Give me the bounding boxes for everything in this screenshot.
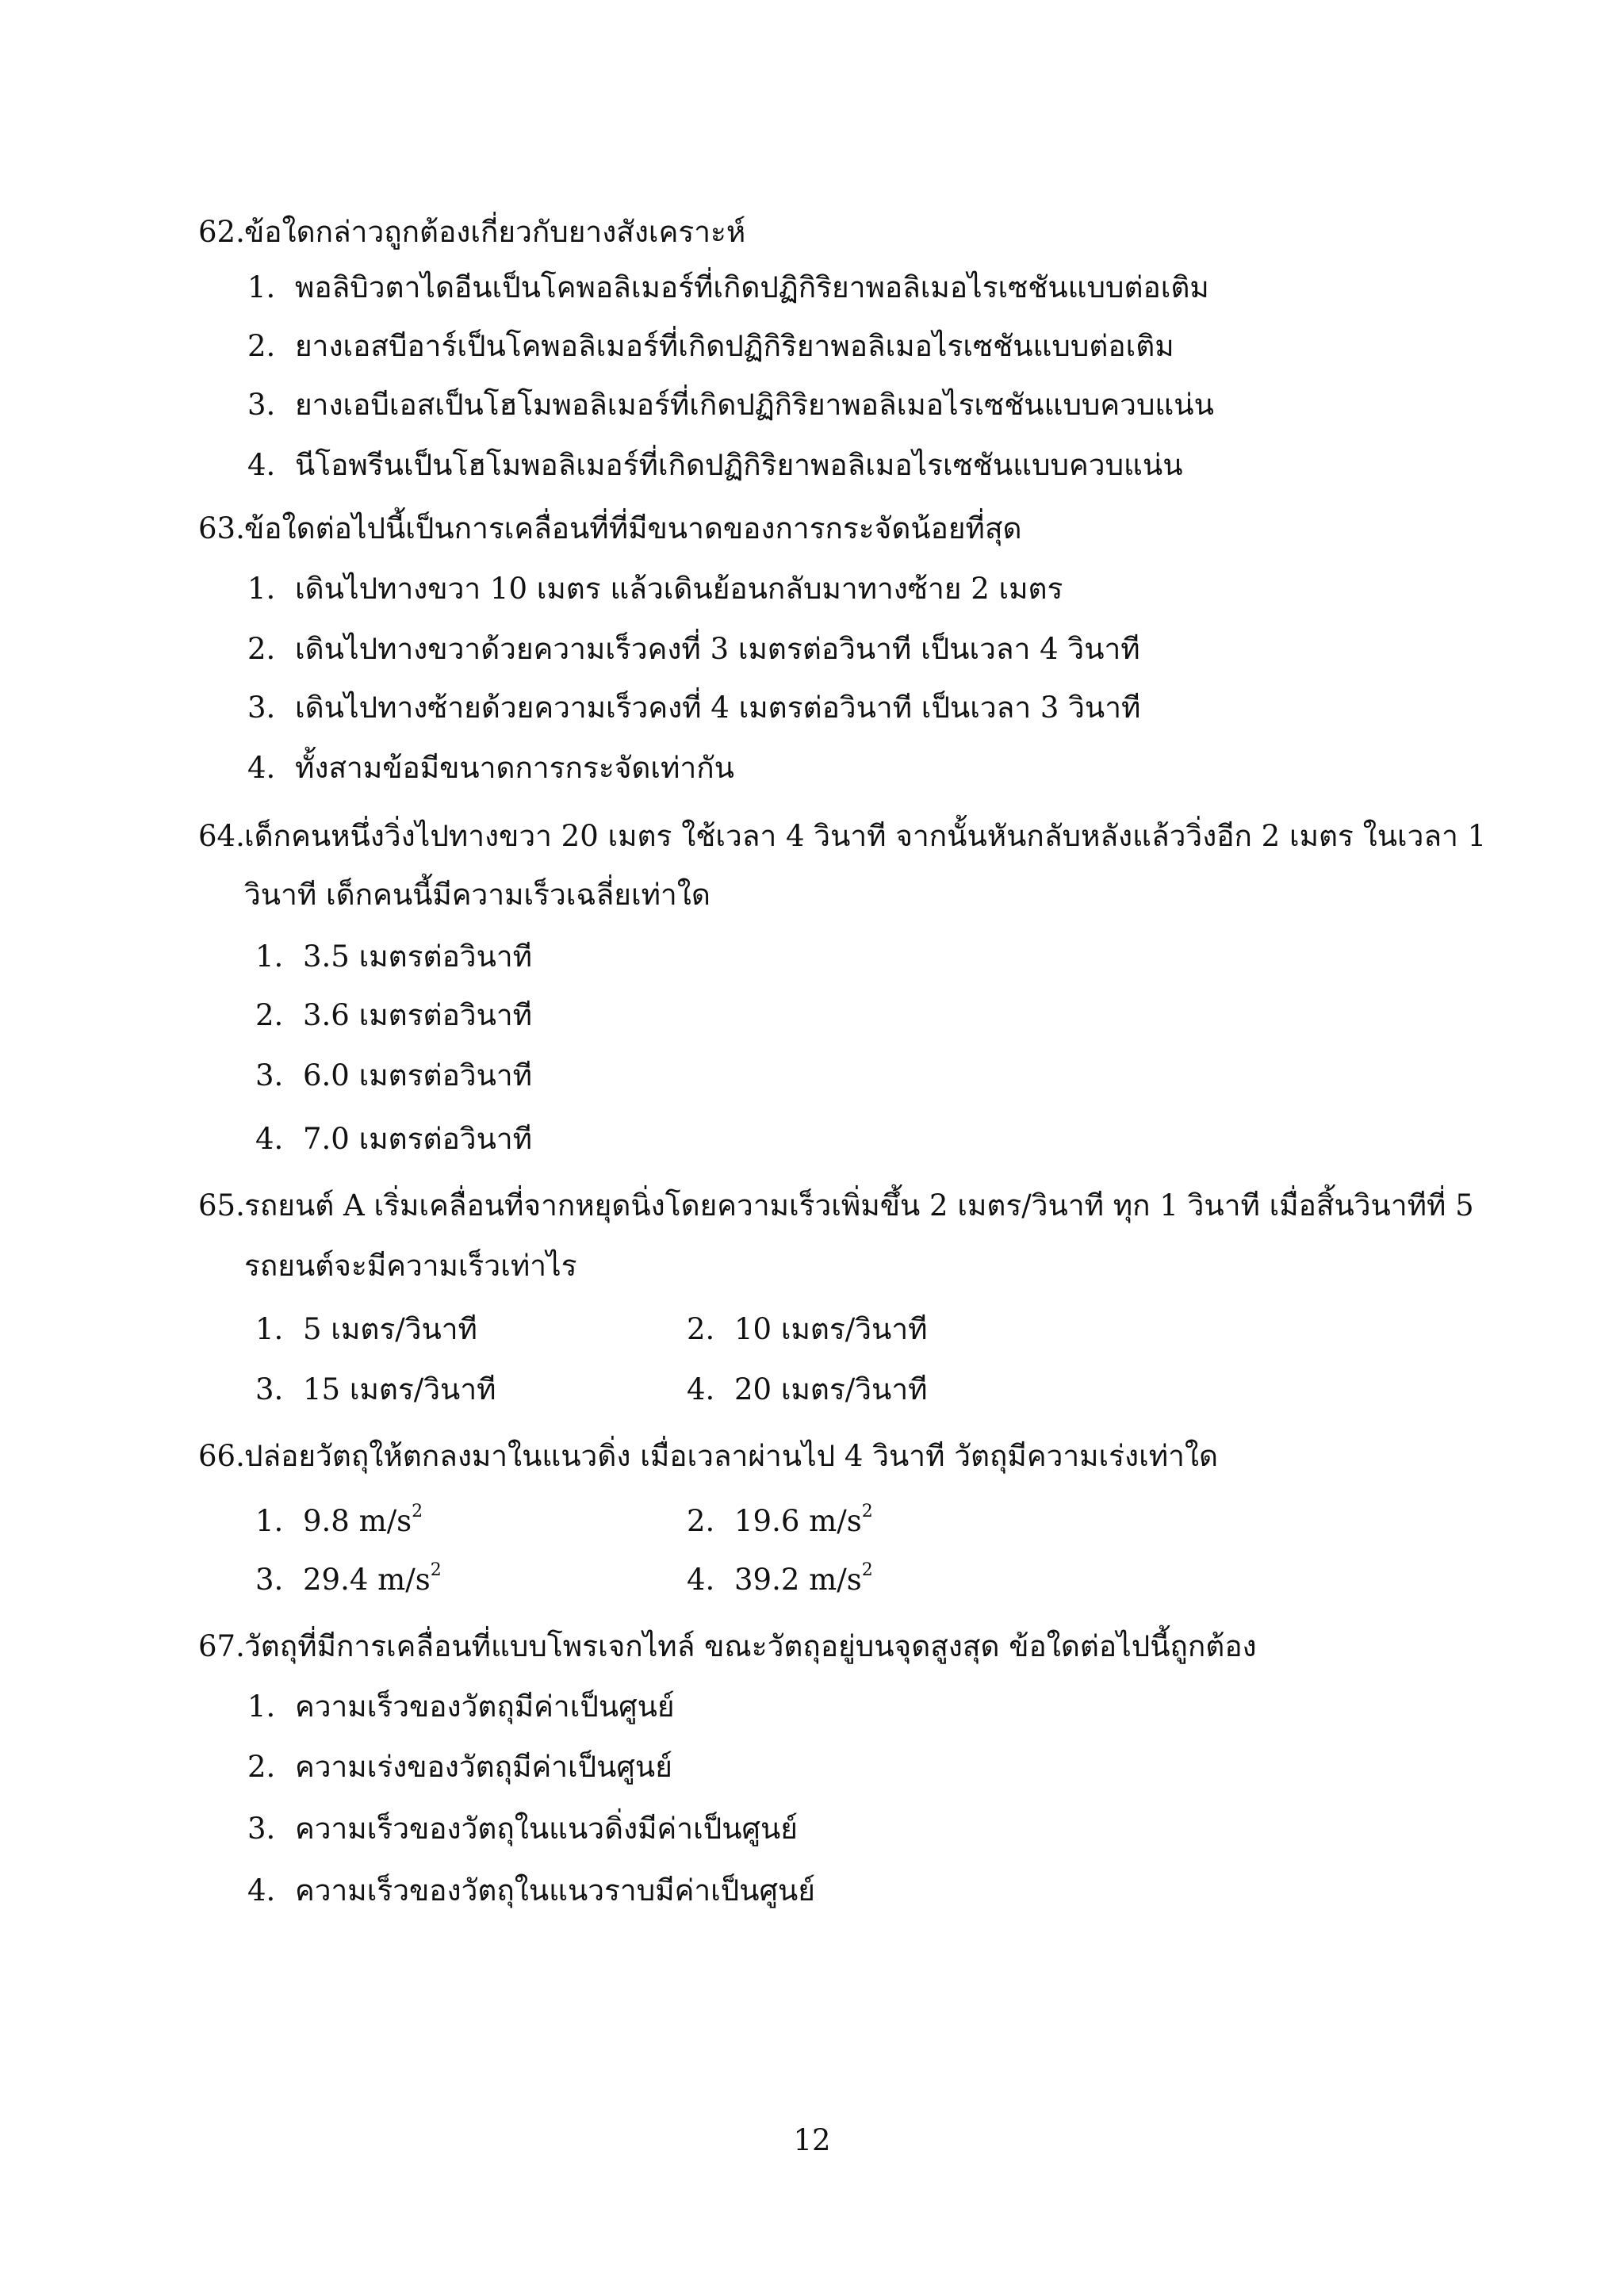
option-number: 2. bbox=[247, 329, 276, 363]
question-text: วัตถุที่มีการเคลื่อนที่แบบโพรเจกไทล์ ขณะวัตถุอยู่บนจุดสูงสุด ข้อใดต่อไปนี้ถูกต้อง bbox=[244, 1629, 1257, 1663]
option-exponent: 2 bbox=[430, 1560, 442, 1580]
option-text: เดินไปทางซ้ายด้วยความเร็วคงที่ 4 เมตรต่อวินาที เป็นเวลา 3 วินาที bbox=[295, 691, 1141, 725]
option-text: 3.6 เมตรต่อวินาที bbox=[303, 998, 533, 1032]
option-text: ความเร่งของวัตถุมีค่าเป็นศูนย์ bbox=[295, 1750, 672, 1784]
question-65-stem-line-1 bbox=[198, 1186, 1474, 1226]
option-number: 2. bbox=[247, 1750, 276, 1784]
question-text: รถยนต์ A เริ่มเคลื่อนที่จากหยุดนิ่งโดยความเร็วเพิ่มขึ้น 2 เมตร/วินาที ทุก 1 วินาที เมื่อสิ้นวินาทีที่ 5 bbox=[244, 1188, 1474, 1223]
option-text: 15 เมตร/วินาที bbox=[303, 1372, 496, 1406]
question-63-option-2 bbox=[247, 629, 1140, 669]
option-text: 29.4 m/s bbox=[303, 1563, 431, 1597]
option-text: ความเร็วของวัตถุมีค่าเป็นศูนย์ bbox=[295, 1689, 675, 1724]
option-text: ความเร็วของวัตถุในแนวราบมีค่าเป็นศูนย์ bbox=[295, 1873, 815, 1908]
question-62-option-2 bbox=[247, 327, 1174, 366]
question-64-stem-line-2 bbox=[244, 875, 710, 915]
option-text: เดินไปทางขวา 10 เมตร แล้วเดินย้อนกลับมาทางซ้าย 2 เมตร bbox=[295, 572, 1063, 606]
option-number: 3. bbox=[255, 1058, 284, 1093]
question-text: ปล่อยวัตถุให้ตกลงมาในแนวดิ่ง เมื่อเวลาผ่านไป 4 วินาที วัตถุมีความเร่งเท่าใด bbox=[244, 1439, 1219, 1473]
question-67-option-1 bbox=[247, 1687, 675, 1727]
option-text: 10 เมตร/วินาที bbox=[734, 1312, 928, 1346]
question-text: ข้อใดกล่าวถูกต้องเกี่ยวกับยางสังเคราะห์ bbox=[244, 215, 746, 249]
option-number: 3. bbox=[247, 388, 276, 422]
option-text: ความเร็วของวัตถุในแนวดิ่งมีค่าเป็นศูนย์ bbox=[295, 1812, 798, 1846]
option-number: 3. bbox=[255, 1563, 284, 1597]
option-number: 2. bbox=[255, 998, 284, 1032]
option-number: 2. bbox=[687, 1312, 715, 1346]
option-text: 6.0 เมตรต่อวินาที bbox=[303, 1058, 533, 1093]
question-64-option-3 bbox=[255, 1056, 532, 1096]
option-number: 1. bbox=[247, 572, 276, 606]
option-number: 4. bbox=[247, 751, 276, 785]
question-text: ข้อใดต่อไปนี้เป็นการเคลื่อนที่ที่มีขนาดของการกระจัดน้อยที่สุด bbox=[244, 511, 1022, 545]
question-number: 65. bbox=[198, 1188, 245, 1223]
option-exponent: 2 bbox=[861, 1560, 873, 1580]
question-67-option-3 bbox=[247, 1809, 798, 1849]
question-number: 63. bbox=[198, 511, 245, 545]
option-text: 7.0 เมตรต่อวินาที bbox=[303, 1122, 533, 1156]
option-text: 3.5 เมตรต่อวินาที bbox=[303, 939, 533, 974]
option-number: 3. bbox=[247, 691, 276, 725]
question-62-option-1 bbox=[247, 268, 1209, 308]
question-62-stem bbox=[198, 212, 745, 252]
option-number: 3. bbox=[247, 1812, 276, 1846]
question-63-option-4 bbox=[247, 748, 734, 788]
option-text: นีโอพรีนเป็นโฮโมพอลิเมอร์ที่เกิดปฏิกิริยาพอลิเมอไรเซชันแบบควบแน่น bbox=[295, 448, 1183, 482]
option-number: 2. bbox=[687, 1504, 715, 1538]
option-exponent: 2 bbox=[412, 1502, 423, 1521]
option-number: 1. bbox=[255, 1504, 284, 1538]
question-62-option-3 bbox=[247, 385, 1214, 425]
question-64-stem-line-1 bbox=[198, 817, 1486, 856]
option-number: 1. bbox=[247, 1689, 276, 1724]
option-number: 4. bbox=[247, 448, 276, 482]
question-text: วินาที เด็กคนนี้มีความเร็วเฉลี่ยเท่าใด bbox=[244, 878, 710, 912]
question-66-option-4 bbox=[687, 1560, 873, 1600]
question-67-option-2 bbox=[247, 1747, 672, 1787]
question-67-stem bbox=[198, 1627, 1257, 1667]
question-64-option-2 bbox=[255, 996, 532, 1035]
option-text: พอลิบิวตาไดอีนเป็นโคพอลิเมอร์ที่เกิดปฏิกิริยาพอลิเมอไรเซชันแบบต่อเติม bbox=[295, 270, 1209, 304]
option-text: 19.6 m/s bbox=[734, 1504, 862, 1538]
option-text: 9.8 m/s bbox=[303, 1504, 412, 1538]
question-63-option-3 bbox=[247, 688, 1140, 728]
option-number: 4. bbox=[247, 1873, 276, 1908]
question-64-option-4 bbox=[255, 1119, 532, 1159]
question-63-stem bbox=[198, 509, 1022, 549]
question-63-option-1 bbox=[247, 569, 1063, 609]
question-number: 66. bbox=[198, 1439, 245, 1473]
question-65-option-1 bbox=[255, 1310, 477, 1349]
option-number: 3. bbox=[255, 1372, 284, 1406]
option-text: 39.2 m/s bbox=[734, 1563, 862, 1597]
option-number: 1. bbox=[255, 1312, 284, 1346]
option-number: 2. bbox=[247, 632, 276, 666]
question-number: 67. bbox=[198, 1629, 245, 1663]
question-66-stem bbox=[198, 1437, 1218, 1476]
option-number: 4. bbox=[255, 1122, 284, 1156]
option-number: 1. bbox=[247, 270, 276, 304]
question-66-option-1 bbox=[255, 1502, 423, 1541]
question-text: รถยนต์จะมีความเร็วเท่าไร bbox=[244, 1249, 577, 1283]
option-text: 5 เมตร/วินาที bbox=[303, 1312, 477, 1346]
question-66-option-3 bbox=[255, 1560, 442, 1600]
question-66-option-2 bbox=[687, 1502, 873, 1541]
question-67-option-4 bbox=[247, 1871, 815, 1911]
option-text: ยางเอสบีอาร์เป็นโคพอลิเมอร์ที่เกิดปฏิกิริยาพอลิเมอไรเซชันแบบต่อเติม bbox=[295, 329, 1174, 363]
question-number: 62. bbox=[198, 215, 245, 249]
question-65-option-2 bbox=[687, 1310, 927, 1349]
question-text: เด็กคนหนึ่งวิ่งไปทางขวา 20 เมตร ใช้เวลา 4 วินาที จากนั้นหันกลับหลังแล้ววิ่งอีก 2 เมตร ในเวลา 1 bbox=[244, 819, 1487, 853]
question-65-option-3 bbox=[255, 1370, 496, 1410]
option-number: 1. bbox=[255, 939, 284, 974]
question-65-option-4 bbox=[687, 1370, 927, 1410]
option-number: 4. bbox=[687, 1372, 715, 1406]
option-exponent: 2 bbox=[861, 1502, 873, 1521]
option-text: 20 เมตร/วินาที bbox=[734, 1372, 928, 1406]
option-number: 4. bbox=[687, 1563, 715, 1597]
page-number: 12 bbox=[793, 2123, 831, 2157]
option-text: ทั้งสามข้อมีขนาดการกระจัดเท่ากัน bbox=[295, 751, 734, 785]
question-65-stem-line-2 bbox=[244, 1246, 577, 1286]
question-62-option-4 bbox=[247, 446, 1183, 485]
option-text: เดินไปทางขวาด้วยความเร็วคงที่ 3 เมตรต่อวินาที เป็นเวลา 4 วินาที bbox=[295, 632, 1140, 666]
question-number: 64. bbox=[198, 819, 245, 853]
question-64-option-1 bbox=[255, 937, 532, 977]
option-text: ยางเอบีเอสเป็นโฮโมพอลิเมอร์ที่เกิดปฏิกิริยาพอลิเมอไรเซชันแบบควบแน่น bbox=[295, 388, 1214, 422]
